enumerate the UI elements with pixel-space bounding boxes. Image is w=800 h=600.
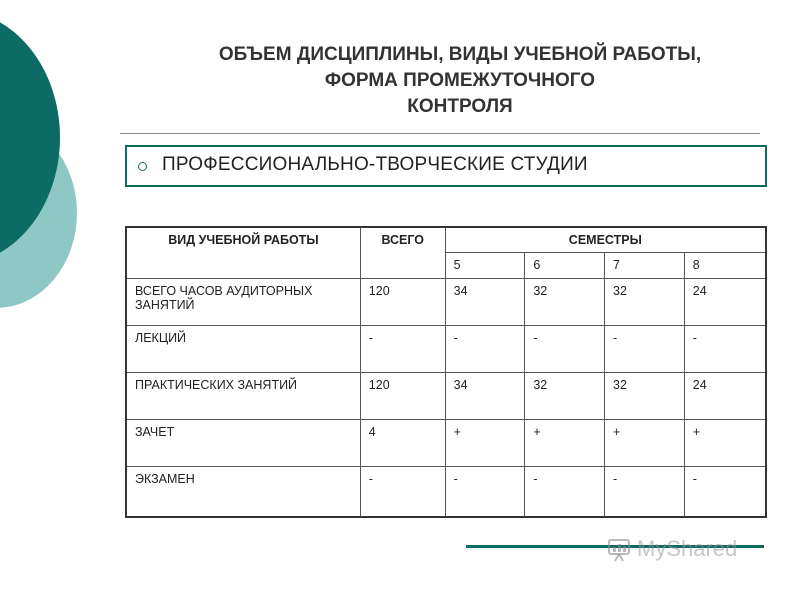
title-line-2: ФОРМА ПРОМЕЖУТОЧНОГО (324, 70, 596, 91)
row-semester-5: - (445, 326, 525, 373)
semester-header-7: 7 (605, 253, 685, 279)
subtitle-box (125, 145, 767, 187)
slide-title (150, 42, 770, 120)
work-table (125, 226, 767, 518)
row-semester-6: - (525, 326, 605, 373)
table-row (126, 326, 766, 373)
semester-header-8: 8 (684, 253, 766, 279)
row-label: ЗАЧЕТ (126, 420, 360, 467)
title-line-1: ОБЪЕМ ДИСЦИПЛИНЫ, ВИДЫ УЧЕБНОЙ РАБОТЫ, (218, 44, 702, 65)
row-semester-6: - (525, 467, 605, 517)
table-row (126, 279, 766, 326)
row-semester-7: 32 (605, 373, 685, 420)
semester-header-5: 5 (445, 253, 525, 279)
bullet-circle-icon (138, 162, 147, 171)
header-semesters: СЕМЕСТРЫ (445, 227, 766, 253)
row-total: - (360, 467, 445, 517)
row-semester-7: - (605, 467, 685, 517)
row-semester-8: + (684, 420, 766, 467)
row-semester-5: 34 (445, 279, 525, 326)
row-label: ЭКЗАМЕН (126, 467, 360, 517)
row-semester-6: 32 (525, 279, 605, 326)
row-label: ВСЕГО ЧАСОВ АУДИТОРНЫХ ЗАНЯТИЙ (126, 279, 360, 326)
table-row (126, 420, 766, 467)
row-total: 4 (360, 420, 445, 467)
row-semester-6: + (525, 420, 605, 467)
row-total: - (360, 326, 445, 373)
chart-icon (607, 538, 633, 562)
table-row (126, 467, 766, 517)
row-semester-8: 24 (684, 373, 766, 420)
row-semester-8: - (684, 467, 766, 517)
row-semester-5: + (445, 420, 525, 467)
row-semester-5: 34 (445, 373, 525, 420)
subtitle-text: ПРОФЕССИОНАЛЬНО-ТВОРЧЕСКИЕ СТУДИИ (162, 154, 588, 175)
row-semester-5: - (445, 467, 525, 517)
header-total: ВСЕГО (360, 227, 445, 279)
row-label: ЛЕКЦИЙ (126, 326, 360, 373)
title-divider (120, 133, 760, 134)
row-semester-6: 32 (525, 373, 605, 420)
header-work-type: ВИД УЧЕБНОЙ РАБОТЫ (126, 227, 360, 279)
row-semester-7: - (605, 326, 685, 373)
row-total: 120 (360, 279, 445, 326)
row-semester-7: + (605, 420, 685, 467)
semester-header-6: 6 (525, 253, 605, 279)
row-semester-8: 24 (684, 279, 766, 326)
watermark-text: MyShared (637, 536, 738, 561)
watermark (607, 536, 737, 562)
row-semester-8: - (684, 326, 766, 373)
row-total: 120 (360, 373, 445, 420)
row-semester-7: 32 (605, 279, 685, 326)
title-line-3: КОНТРОЛЯ (407, 96, 513, 117)
row-label: ПРАКТИЧЕСКИХ ЗАНЯТИЙ (126, 373, 360, 420)
table-row (126, 373, 766, 420)
